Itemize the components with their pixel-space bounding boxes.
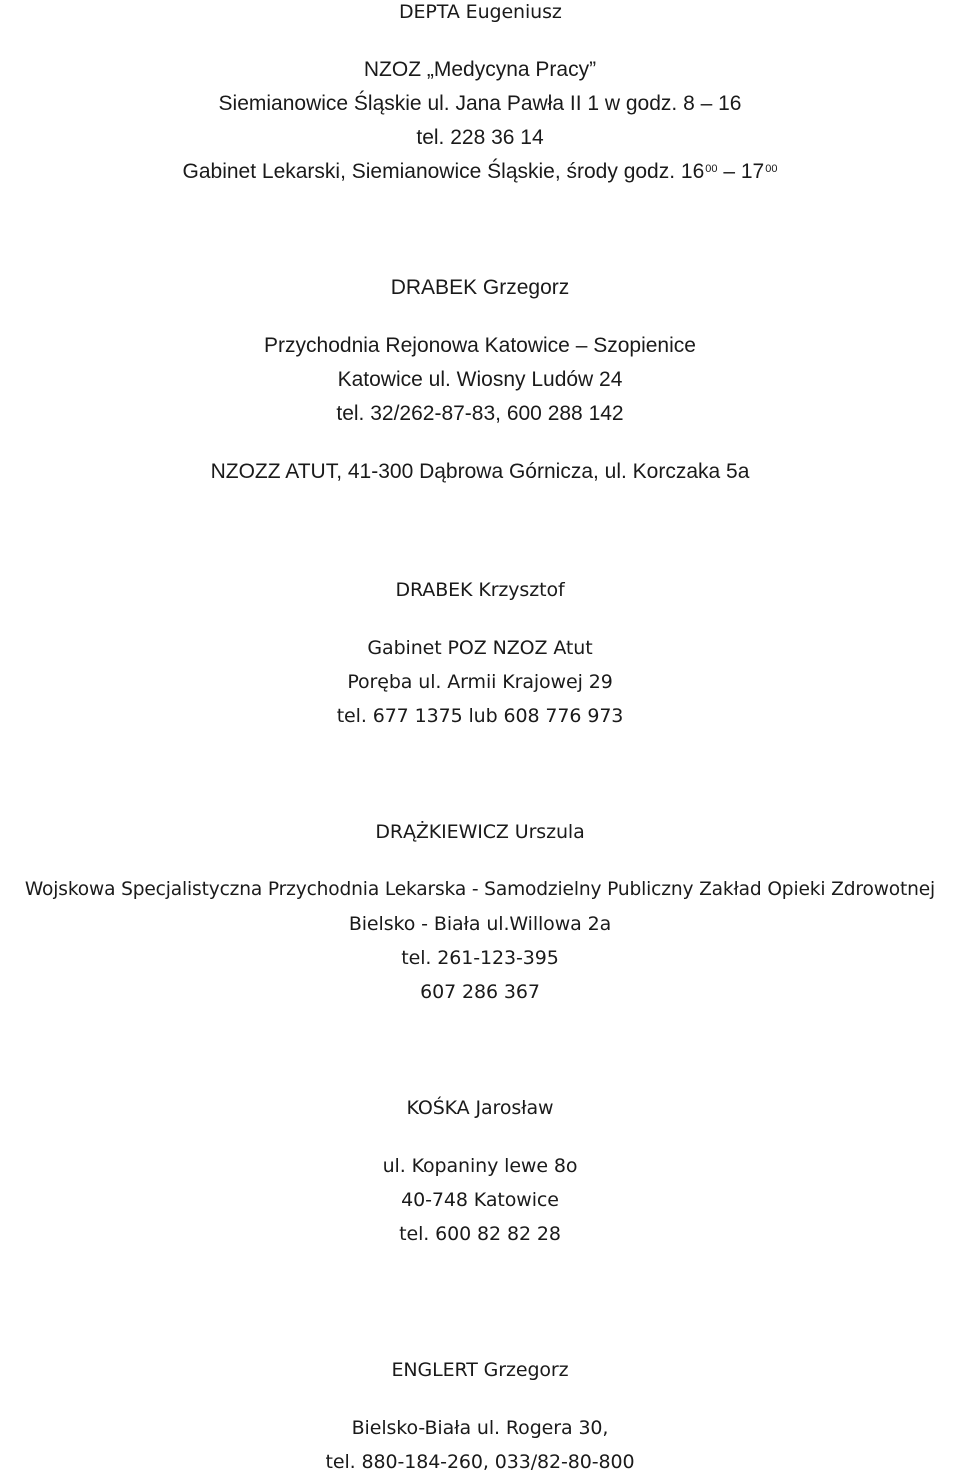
- hours-middle: – 17: [717, 160, 765, 183]
- address-line: Poręba ul. Armii Krajowej 29: [347, 671, 613, 693]
- secondary-clinic-line: NZOZZ ATUT, 41-300 Dąbrowa Górnicza, ul. Korczaka 5a: [210, 460, 750, 483]
- phone-line: tel. 261-123-395: [401, 947, 559, 969]
- doctor-name: DRABEK Grzegorz: [390, 276, 570, 299]
- address-line: ul. Kopaniny lewe 8o: [382, 1155, 578, 1177]
- hours-line: [0, 160, 960, 184]
- clinic-name: Gabinet POZ NZOZ Atut: [367, 637, 593, 659]
- doctor-name: ENGLERT Grzegorz: [391, 1359, 569, 1381]
- phone-line: tel. 32/262-87-83, 600 288 142: [336, 402, 624, 425]
- phone-line-secondary: 607 286 367: [420, 981, 540, 1003]
- hours-prefix: Gabinet Lekarski, Siemianowice Śląskie, środy godz. 16: [182, 160, 705, 183]
- hours-sup-end: 00: [765, 163, 778, 175]
- phone-line: tel. 600 82 82 28: [399, 1223, 561, 1245]
- phone-line: tel. 677 1375 lub 608 776 973: [336, 705, 624, 727]
- clinic-name: Wojskowa Specjalistyczna Przychodnia Lekarska - Samodzielny Publiczny Zakład Opieki Zdrowotnej: [24, 879, 936, 900]
- phone-line: tel. 880-184-260, 033/82-80-800: [325, 1451, 635, 1473]
- clinic-name: NZOZ „Medycyna Pracy”: [363, 58, 597, 81]
- address-line: Katowice ul. Wiosny Ludów 24: [337, 368, 623, 391]
- doctor-name: DEPTA Eugeniusz: [399, 1, 562, 23]
- phone-line: tel. 228 36 14: [416, 126, 544, 149]
- clinic-name: Przychodnia Rejonowa Katowice – Szopienice: [264, 334, 696, 357]
- doctor-name: DRĄŻKIEWICZ Urszula: [375, 821, 585, 843]
- doctor-name: DRABEK Krzysztof: [395, 579, 565, 601]
- address-line: Bielsko - Biała ul.Willowa 2a: [348, 913, 612, 935]
- hours-sup-start: 00: [705, 163, 718, 175]
- address-line: Bielsko-Biała ul. Rogera 30,: [351, 1417, 609, 1439]
- doctor-name: KOŚKA Jarosław: [406, 1097, 554, 1119]
- city-line: 40-748 Katowice: [401, 1189, 559, 1211]
- address-line: Siemianowice Śląskie ul. Jana Pawła II 1 w godz. 8 – 16: [218, 92, 742, 115]
